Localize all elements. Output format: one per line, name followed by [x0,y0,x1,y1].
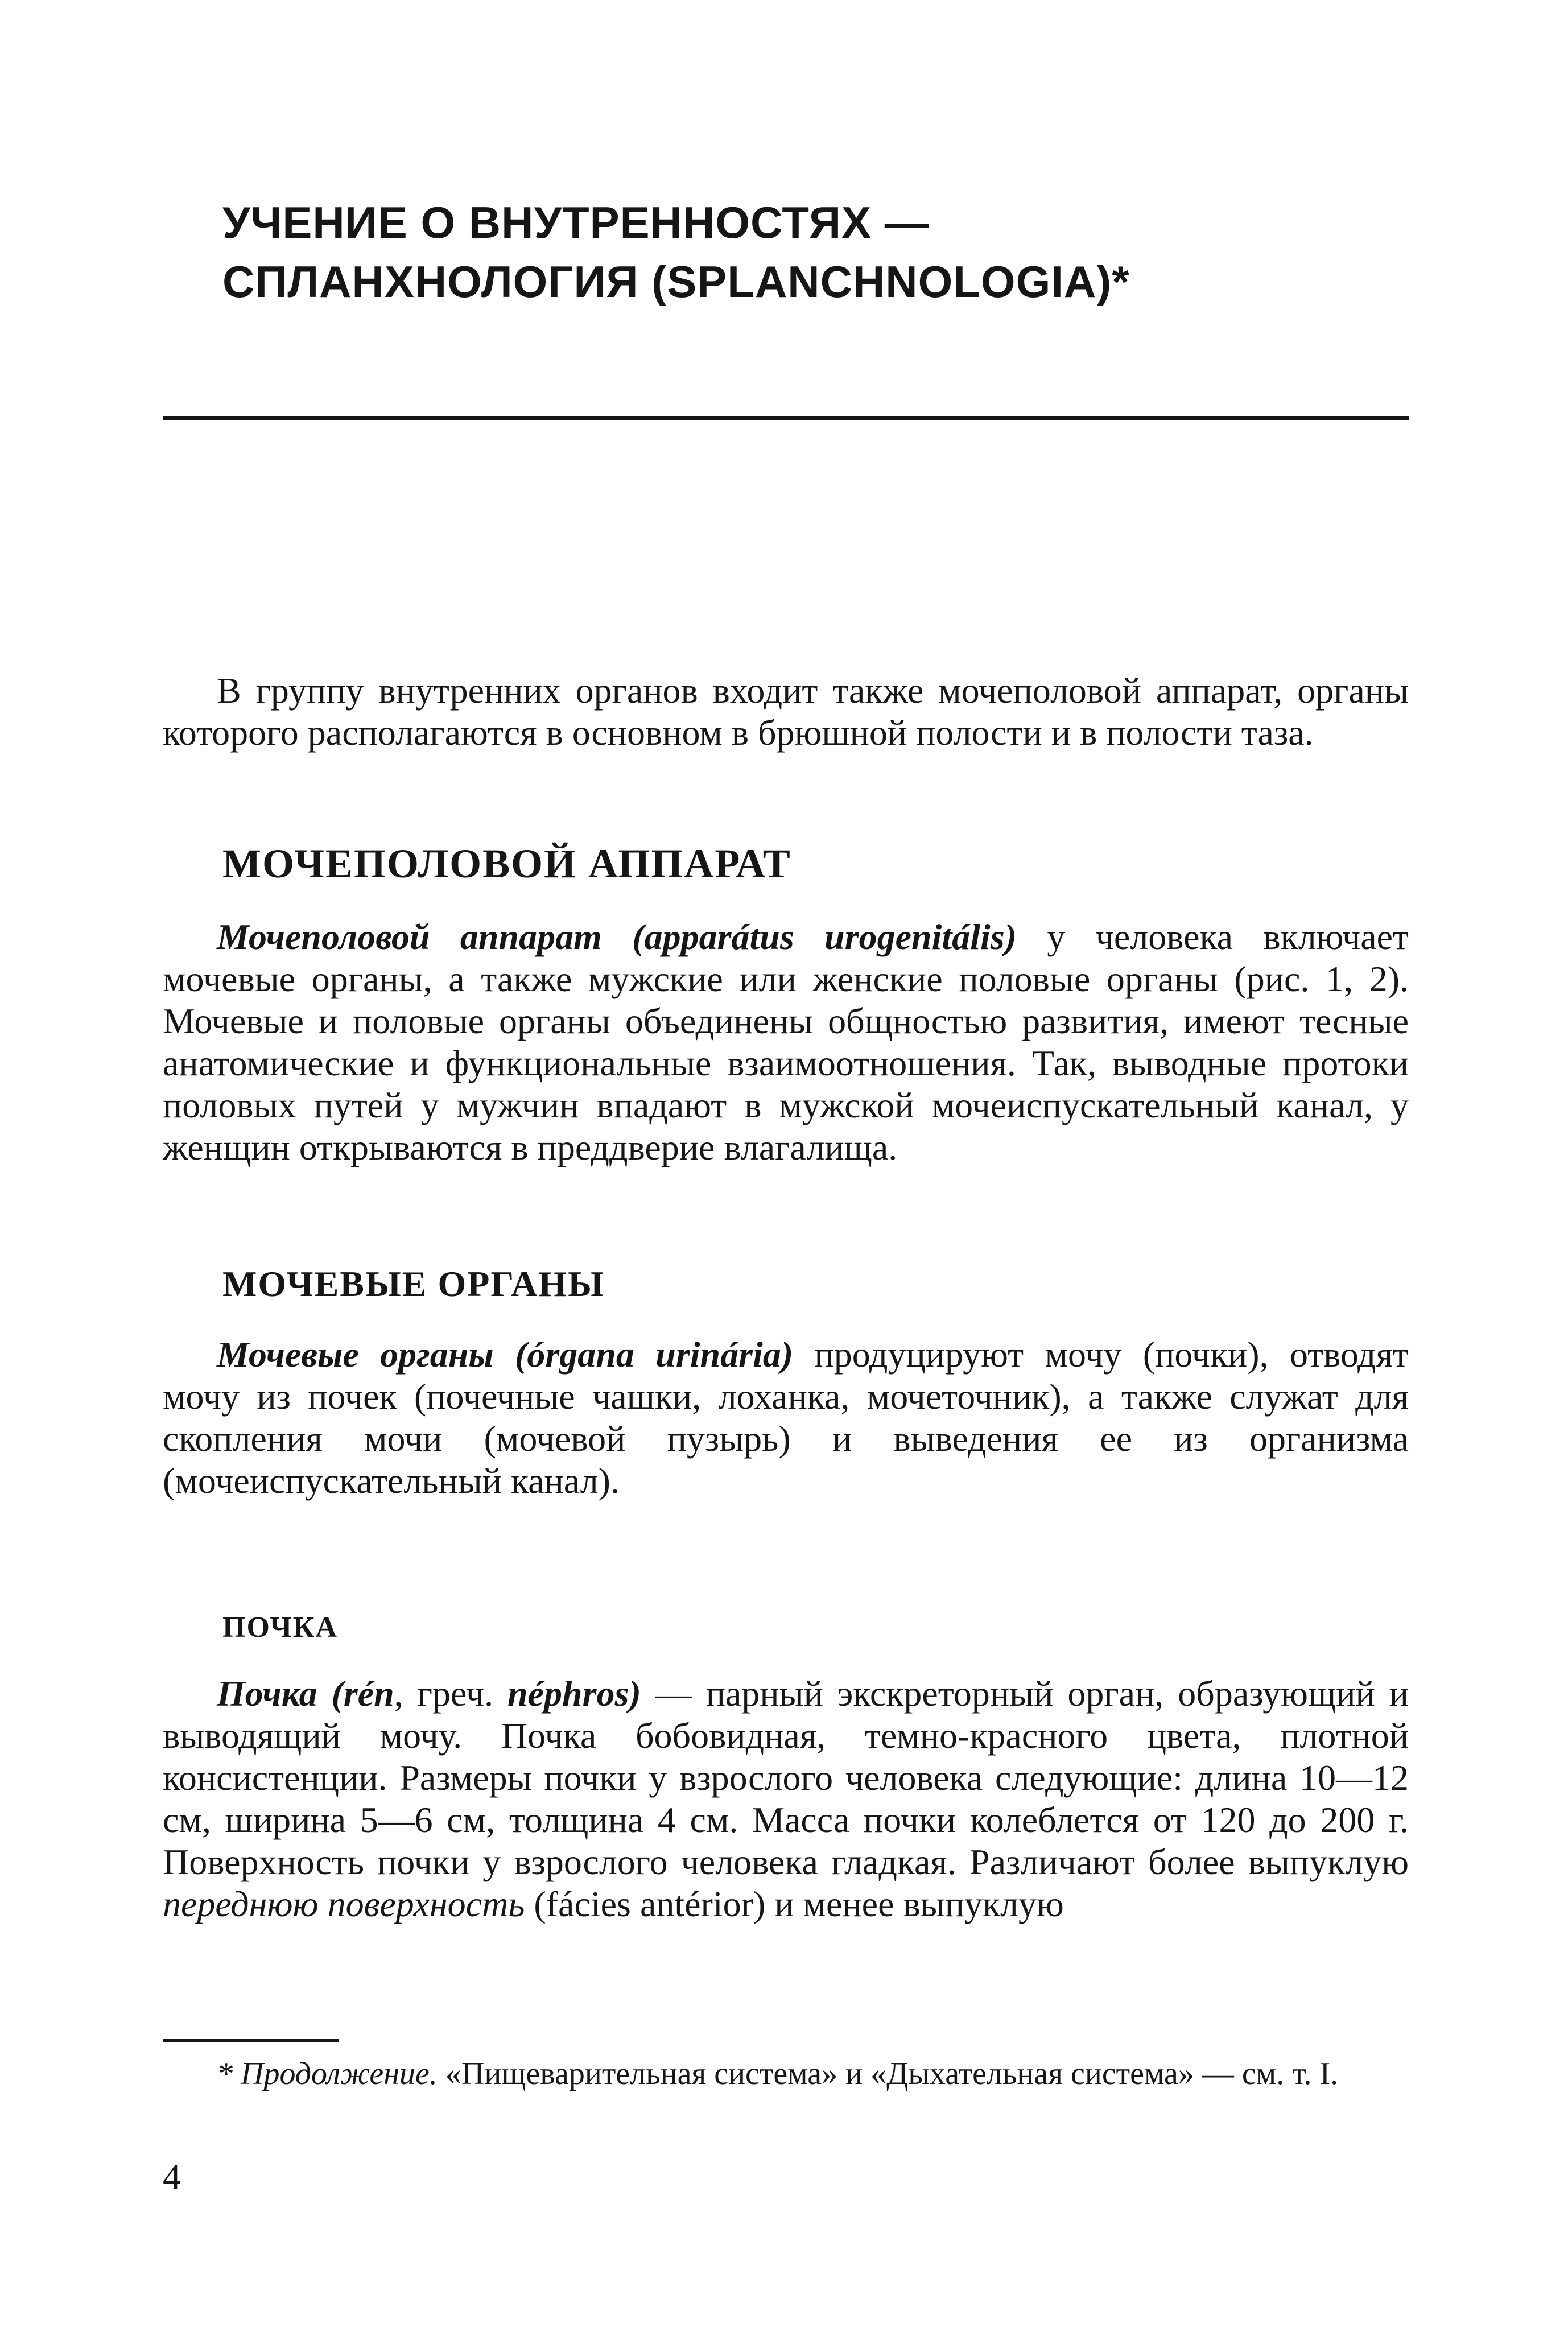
footnote-text: * Продолжение. «Пищеварительная система» и «Дыхательная система» — см. т. I. [217,2056,1339,2092]
section-heading-urogenital-apparatus: МОЧЕПОЛОВОЙ АППАРАТ [222,841,791,887]
section-paragraph-urinary-organs: Мочевые органы (órgana urinária) продуцируют мочу (почки), отводят мочу из почек (почечные чашки, лоханка, мочеточник), а также служат для скопления мочи (мочевой пузырь) и выведения ее из организма (мочеиспускательный канал). [163,1334,1409,1501]
chapter-title [222,193,1409,311]
section-urogenital-apparatus [163,839,1409,1168]
section-kidney [163,1610,1409,1925]
chapter-title-line1: УЧЕНИЕ О ВНУТРЕННОСТЯХ — [222,197,930,247]
section-paragraph-urogenital: Мочеполовой аппарат (apparátus urogenitális) у человека включает мочевые органы, а также мужские или женские половые органы (рис. 1, 2). Мочевые и половые органы объединены общностью развития, имеют тесные анатомические и функциональные взаимоотношения. Так, выводные протоки половых путей у мужчин впадают в мужской мочеиспускательный канал, у женщин открываются в преддверие влагалища. [163,916,1409,1167]
page-number: 4 [163,2156,181,2197]
footnote-divider-rule [163,2039,339,2042]
chapter-title-line2: СПЛАНХНОЛОГИЯ (SPLANCHNOLOGIA)* [222,256,1130,307]
section-urinary-organs [163,1262,1409,1502]
title-divider-rule [163,416,1409,420]
section-paragraph-kidney: Почка (rén, греч. néphros) — парный экскреторный орган, образующий и выводящий мочу. Почка бобовидная, темно-красного цвета, плотной консистенции. Размеры почки у взрослого человека следующие: длина 10—12 см, ширина 5—6 см, толщина 4 см. Масса почки колеблется от 120 до 200 г. Поверхность почки у взрослого человека гладкая. Различают более выпуклую переднюю поверхность (fácies antérior) и менее выпуклую [163,1673,1409,1925]
intro-paragraph: В группу внутренних органов входит также мочеполовой аппарат, органы которого располагаются в основном в брюшной полости и в полости таза. [163,670,1409,753]
section-heading-urinary-organs: МОЧЕВЫЕ ОРГАНЫ [222,1263,605,1304]
section-heading-kidney: ПОЧКА [222,1611,339,1644]
page-footer [163,2039,1409,2195]
